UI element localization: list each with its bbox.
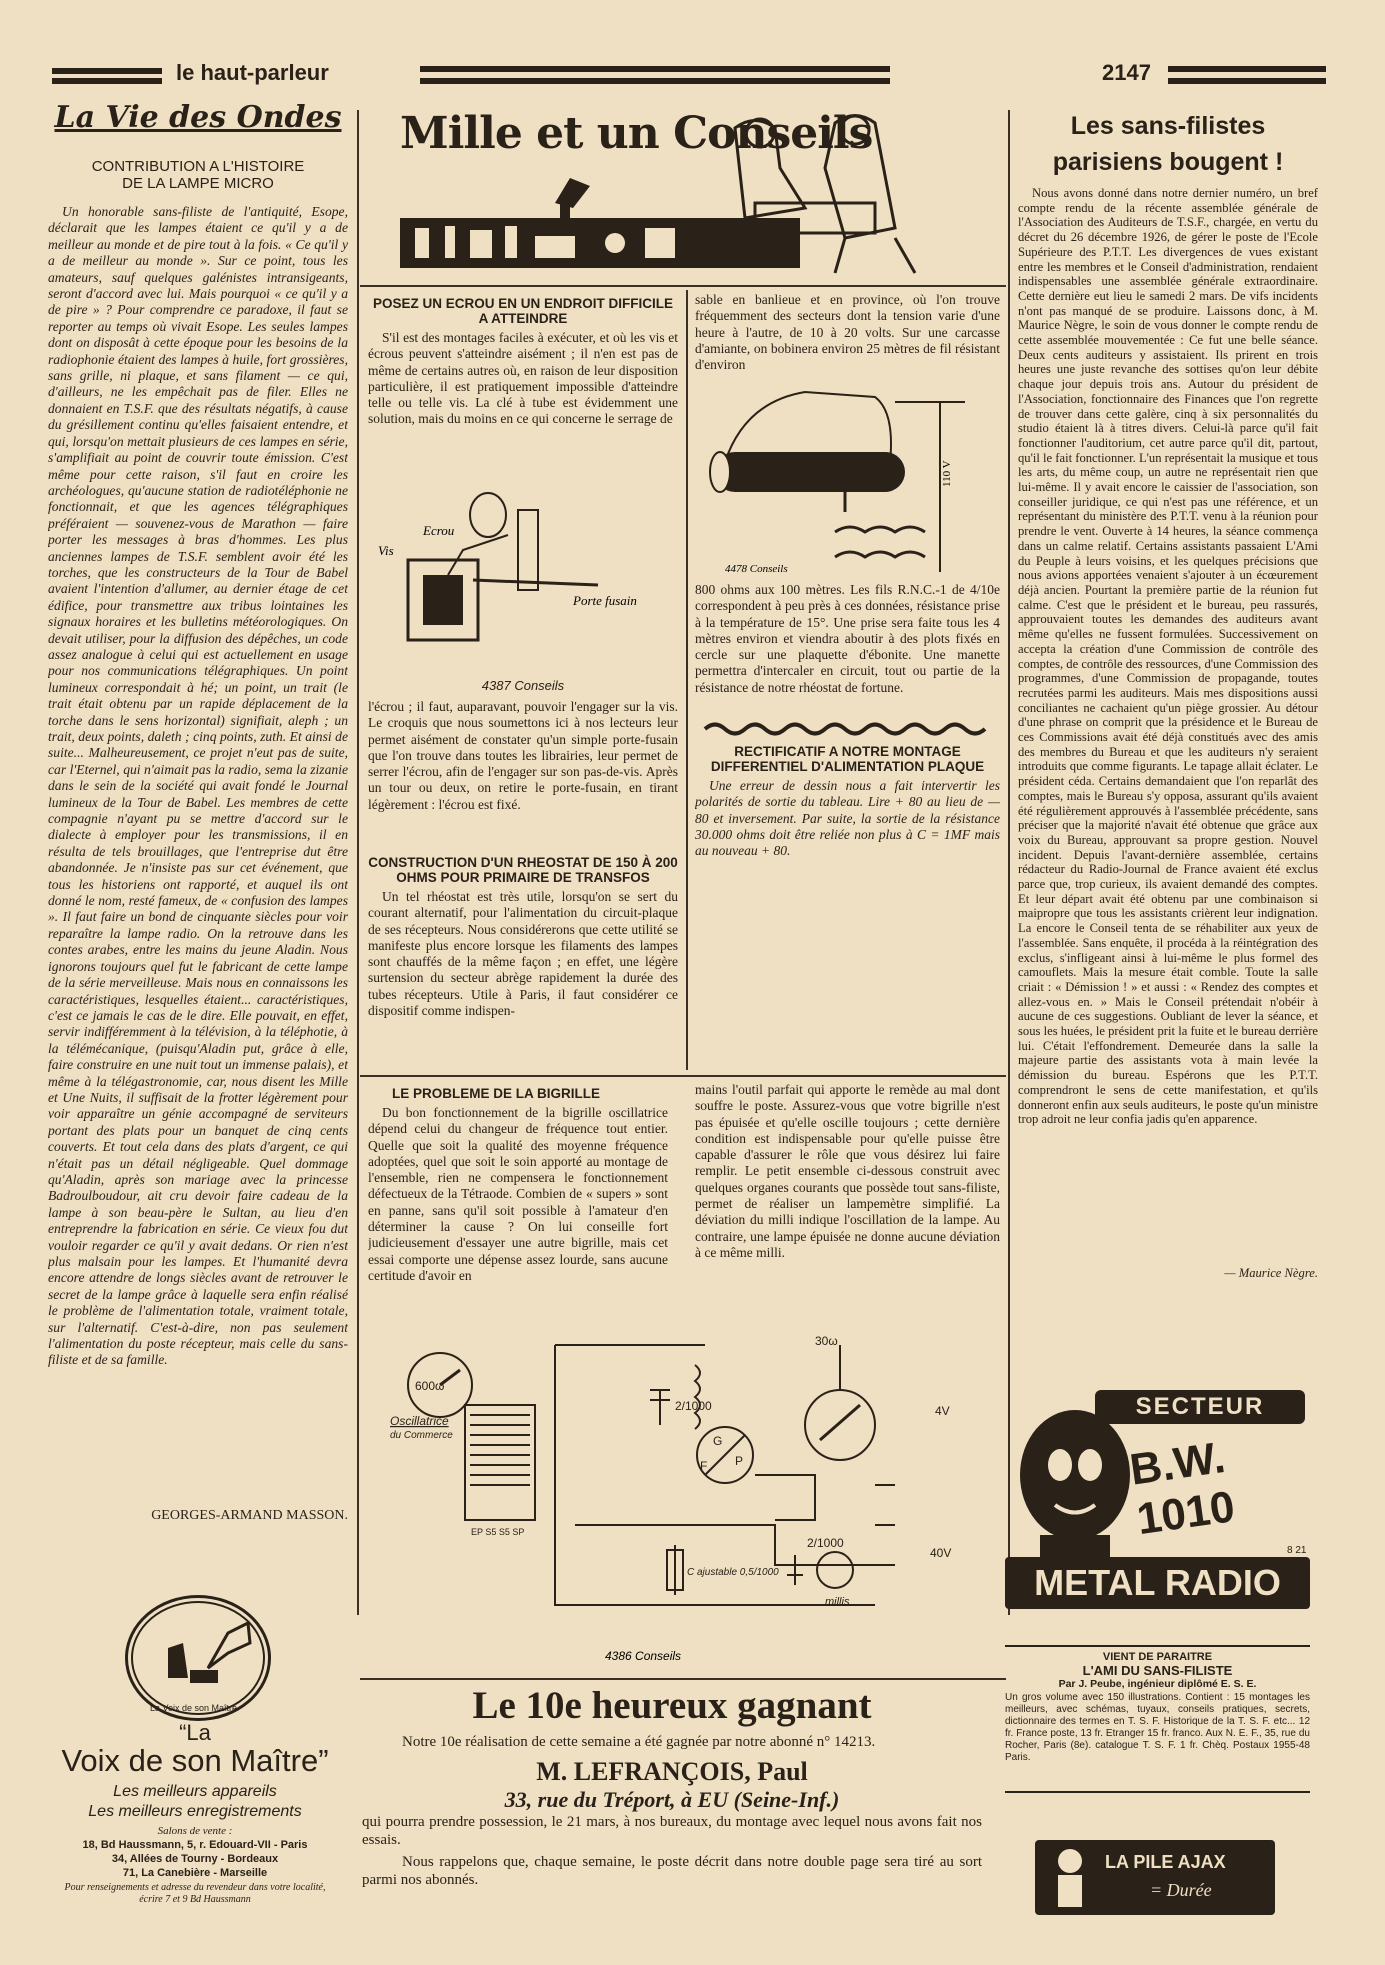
battery-figure-icon — [1040, 1843, 1100, 1913]
mid-center-rule — [360, 1075, 1006, 1077]
ad-bw-1010 — [1005, 1385, 1315, 1640]
section-logo: La Vie des Ondes — [54, 100, 342, 135]
column-3-headline: Les sans-filistes parisiens bougent ! — [1052, 112, 1284, 176]
article-3-body-b: mains l'outil parfait qui apporte le remède au mal dont souffre le poste. Assurez-vous que votre bigrille n'est pas épuisée et qu'elle oscille toujours ; cette dernière condition est indispensable pour qu'elle puisse être capable d'assurer le rôle que vous désirez lui faire remplir. Le petit ensemble ci-dessous construit avec quelques organes courants que possède tout sans-filiste, permet de réaliser un lampemètre simplifié. La déviation du milli indique l'oscillation de la lampe. Au contraire, une lampe épuisée ne donne aucune déviation à ce même milli. — [695, 1082, 1000, 1260]
bigrille-left — [368, 1080, 668, 1330]
center-left-column — [368, 290, 678, 1070]
center-right-column — [695, 292, 1000, 1072]
fig3-label-g: G — [713, 1434, 723, 1448]
logo-caption: La Voix de son Maître — [150, 1703, 238, 1713]
page-number: 2147 — [1102, 60, 1151, 85]
secteur-label: SECTEUR — [1135, 1393, 1265, 1420]
banner-title: Mille et un Conseils — [400, 108, 873, 159]
column-1 — [48, 100, 348, 1570]
header-rule-left2 — [52, 78, 162, 84]
column-rule-1 — [357, 110, 359, 1615]
article-1-title: POSEZ UN ECROU EN UN ENDROIT DIFFICILE A ATTEINDRE — [372, 296, 673, 326]
fig3-label-commerce: du Commerce — [390, 1430, 453, 1441]
article-signature: GEORGES-ARMAND MASSON. — [151, 1508, 348, 1523]
tagline-2: Les meilleurs enregistrements — [88, 1803, 302, 1820]
article-2-body-b: sable en banlieue et en province, où l'on trouve fréquemment des secteurs dont la tension varie d'une heure à l'autre, de 10 à 20 volts. Sur une carcasse d'amiante, on bobinera environ 25 mètres de fil résistant d'environ — [695, 292, 1000, 372]
winner-top-rule — [360, 1678, 1006, 1680]
fig1-label-porte: Porte fusain — [573, 593, 637, 608]
header-rule-left — [52, 68, 162, 74]
banner-mille-et-un-conseils — [395, 108, 985, 278]
fig3-label-40v: 40V — [930, 1546, 952, 1560]
winner-text: qui pourra prendre possession, le 21 mars, à nos bureaux, du montage avec lequel nous avons fait nos essais. — [362, 1814, 982, 1848]
tagline-1: Les meilleurs appareils — [113, 1783, 277, 1800]
column-3-body: Nous avons donné dans notre dernier numéro, un bref compte rendu de la récente assemblée générale de l'Association des Auditeurs de T.S.F., chargée, en vertu du décret du 26 décembre 1926, de gérer le poste de l'Ecole Supérieure des P.T.T. Les divergences de vues existant entre les membres et le Conseil d'administration, rendaient indispensables une assemblée générale extraordinaire. Cette dernière eut lieu le samedi 2 mars. De vifs incidents n'ont pas manqué de se produire. Laissons donc, à M. Maurice Nègre, le soin de vous donner le compte rendu de cette assemblée mouvementée : Ce fut une belle séance. Deux cents auditeurs y assistaient. Ils prirent en trois heures une juste revanche des sottises qu'on leur débite chaque jour depuis trois ans. Autour du président de l'Association, fonctionnaire des Finances que l'on regrette de trouver dans cette galère, cinq à six personnalités du studio étaient là à titres divers. Celui-là parce qu'il fait fonctionner l'auditorium, cet autre parce qu'il dit, partout, qu'il le fait fonctionner. L'un représentait la musique et tous les arts, du même coup, un autre ne représentait rien que lui-même. Il y avait encore le caissier de l'association, son conseiller juridique, ce qui n'est pas une référence, et un représentant du ministère des P.T.T. venu à la réunion pour prendre le vent. Ouverte à 14 heures, la séance commença dans un calme relatif. Certains assistants passaient L'Ami du Peuple à leurs voisins, et les quelques précisions que nous avions apportées venaient s'ajouter à un écœurement déjà ancien. Pourtant la première partie de la réunion fut calme. C'est que le président et le bureau, peu rassurés, approuvaient toutes les demandes des auditeurs avant même qu'elles ne fussent formulées. Successivement on accepta la création d'une Commission de contrôle des comptes, de contrôle des ressources, d'une Commission des programmes, d'une Commission de propagande, toutes recrutées parmi les auditeurs. Mais mes dispositions aussi conciliantes ne cachaient qu'un piège grossier. Au détour d'une phrase on comprit que la présidence et le Bureau de ces Commissions avait été déjà constitués avec des amis des membres du Bureau et que les auditeurs n'y seraient introduits que comme figurants. Le tapage allait éclater. Le président céda. Certains demandaient que l'on reparlât des comptes, mais le Bureau s'y opposa, assurant qu'ils avaient été régulièrement approuvés à l'assemblée précédente, sans préciser que la majorité n'avait été obtenue que grâce aux voix du Bureau, approuvant sa propre gestion. Nouvel incident. Depuis l'avant-dernière assemblée, certains rédacteur du Radio-Journal de France avaient été exclus parce que, trop curieux, ils avaient demandé des comptes. Et leur départ avait été obtenu par une combinaison si maipropre que tous les assistants crièrent leur indignation. La encore le Conseil tenta de se réhabiliter aux yeux de l'assemblée. Sans enquête, il procéda à la réintégration des exclus, s'infligeant ainsi à lui-même le plus formel des camouflets. Mais la mesure était comble. Toute la salle criait : « Démission ! » et aussi : « Rendez des comptes et allez-vous en. » Mais le Conseil prétendait n'obéir à aucune de ces suggestions. Oubliant de lever la séance, et sous les huées, le président prit la fuite et le bureau derrière lui. C'était l'effondrement. Demeurée dans la salle la majeure partie des assistants vota à main levée la démission du bureau. Espérons que les P.T.T. comprendront le sens de cette manifestation, et qu'ils donneront enfin aux seuls auditeurs, le poste qu'un ministre trop adroit ne leur confia jadis qu'en apparence. — [1018, 186, 1318, 1127]
fig2-volt-label: 110 V — [941, 460, 953, 487]
header-rule-right2 — [1168, 78, 1326, 84]
brand-name: Voix de son Maître” — [61, 1743, 329, 1778]
fig3-label-c-ajustable: C ajustable 0,5/1000 — [687, 1567, 779, 1578]
article-2-body-c: 800 ohms aux 100 mètres. Les fils R.N.C.-1 de 4/10e correspondent à peu près à ces données, résistance prise à la température de 15°. Une prise sera faite tous les 4 mètres environ et viendra aboutir à des plots fixés en cercle sur une plaquette d'ébonite. Une manette permettra d'intercaler en circuit, tout ou partie de la résistance de notre rhéostat de fortune. — [695, 582, 1000, 695]
article-headline-2: DE LA LAMPE MICRO — [122, 175, 274, 192]
book-title: L'AMI DU SANS-FILISTE — [1082, 1663, 1233, 1678]
figure-1-caption: 4387 Conseils — [481, 678, 565, 693]
ad-info: Pour renseignements et adresse du revendeur dans votre localité, écrire 7 et 9 Bd Haussmann — [64, 1882, 326, 1905]
ajax-tag: = Durée — [1150, 1880, 1212, 1900]
winner-name: M. LEFRANÇOIS, Paul — [536, 1757, 808, 1786]
ajax-brand: LA PILE AJAX — [1105, 1852, 1226, 1872]
rectificatif-body: Une erreur de dessin nous a fait intervertir les polarités de sortie du tableau. Lire + 80 au lieu de — 80 et inversement. Par suite, la sortie de la résistance 30.000 ohms doit être reliée non plus à C = 1MF mais au nouveau + 80. — [695, 778, 1000, 859]
bigrille-right — [695, 1082, 1000, 1332]
address-1: 18, Bd Haussmann, 5, r. Edouard-VII - Paris — [82, 1839, 308, 1851]
book-text: Un gros volume avec 150 illustrations. Contient : 15 montages les meilleurs, avec schémas, tuyaux, conseils pratiques, secrets, dictionnaire des termes en T. S. F. Historique de la T. S. F. etc... 12 fr. France poste, 13 fr. Etranger 15 fr. franco. Aux N. E. F., 35, rue du Rocher, Paris (8e). catalogue T. S. F. 1 fr. Chèq. Postaux 1955-48 Paris. — [1005, 1692, 1310, 1763]
header-rule-mid — [420, 66, 890, 72]
metal-radio-label: METAL RADIO — [1034, 1562, 1281, 1603]
fig3-label-cap2: 2/1000 — [807, 1536, 844, 1550]
fig3-label-30: 30ω — [815, 1334, 838, 1348]
ornament-wave-divider — [695, 720, 995, 738]
salons-label: Salons de vente : — [157, 1825, 233, 1837]
fig3-label-cap1: 2/1000 — [675, 1399, 712, 1413]
address-3: 71, La Canebière - Marseille — [122, 1867, 268, 1879]
radio-tube-mascot-icon — [1010, 1405, 1140, 1565]
banner-bottom-rule — [360, 285, 1006, 287]
winner-intro: Notre 10e réalisation de cette semaine a été gagnée par notre abonné n° 14213. — [402, 1734, 876, 1750]
book-author: Par J. Peube, ingénieur diplômé E. S. E. — [1058, 1678, 1257, 1690]
fig1-label-ecrou: Ecrou — [423, 523, 455, 538]
fig3-label-pins: EP S5 S5 SP — [471, 1527, 525, 1537]
article-2-title: CONSTRUCTION D'UN RHEOSTAT DE 150 À 200 OHMS POUR PRIMAIRE DE TRANSFOS — [368, 855, 678, 885]
figure-4386-lamp-tester-schematic — [375, 1325, 995, 1665]
dog-gramophone-icon — [128, 1598, 268, 1718]
header-rule-mid2 — [420, 78, 890, 84]
ad-voix-de-son-maitre — [45, 1585, 345, 1915]
article-3-title: LE PROBLEME DE LA BIGRILLE — [392, 1086, 601, 1101]
winner-text-2: Nous rappelons que, chaque semaine, le poste décrit dans notre double page sera tiré au sort parmi nos abonnés. — [362, 1854, 982, 1888]
model-name: B.W. 1010 — [1126, 1432, 1238, 1545]
ad-pile-ajax — [1035, 1840, 1275, 1915]
article-1-body-a: S'il est des montages faciles à exécuter, et où les vis et écrous peuvent s'atteindre aisément ; il n'en est pas de même de certains autres où, en raison de leur disposition particulière, il est pratiquement impossible d'atteindre telle ou telle vis. La clé à tube est évidemment une solution, mais du moins en ce qui concerne le serrage de — [368, 330, 678, 427]
winner-address: 33, rue du Tréport, à EU (Seine-Inf.) — [504, 1787, 840, 1812]
article-1-body-b: l'écrou ; il faut, auparavant, pouvoir l'engager sur la vis. Le croquis que nous soumettons ici à nos lecteurs leur permet aisément de constater qu'un simple porte-fusain que l'on trouve dans toutes les librairies, leur permet de serrer l'écrou, afin de l'engager sur son pas-de-vis. Après un tour ou deux, on retire le porte-fusain, en tirant légèrement : l'écrou est fixé. — [368, 699, 678, 812]
article-body: Un honorable sans-filiste de l'antiquité, Esope, déclarait que les lampes étaient ce qu'il y a de meilleur au monde et de pire tout à la fois. « Ce qu'il y a de meilleur au monde ». Sur ce point, tous les amateurs, sauf quelques galénistes intransigeants, seront d'accord avec lui. Mais pourquoi « ce qu'il y a de pire » ? Pour comprendre ce paradoxe, il faut se reporter au temps où vivait Esope. Les seules lampes dont on disposât à cette époque pour les besoins de la radiophonie étaient des lampes à huile, fort grossières, sans grille, ni plaque, et sans filament — ce qui, d'ailleurs, ne les empêchait pas de filer. Elles ne donnaient en T.S.F. que des résultats négatifs, à cause du grésillement continu qu'elles faisaient entendre, et qui, lorsqu'on mettait plusieurs de ces lampes en série, s'amplifiait au point de couvrir toute émission. C'est même pour cette raison, s'il faut en croire les archéologues, qu'aucune station de radiotéléphonie ne fonctionnait, et que les agences télégraphiques préféraient — souvenez-vous de Marathon — faire porter les messages à bras d'hommes. Les plus anciennes lampes de T.S.F. semblent avoir été les torches, que les constructeurs de la Tour de Babel avaient l'intention d'allumer, au dernier étage de cet édifice, pour transmettre aux tribus lointaines les signaux horaires et les bulletins météorologiques. On devait utiliser, pour la diffusion des dépêches, un code assez analogue à celui qui est actuellement en usage pour nos communications télégraphiques. Un point lumineux correspondait à hé; un point, un trait (le trait était obtenu par un rapide déplacement de la torche dans le sens horizontal) signifiait, aleph ; un trait, deux points, daleth ; cinq points, zuth. Et ainsi de suite... Malheureusement, ce projet n'eut pas de suite, car l'Eternel, qui n'aimait pas la radio, sema la zizanie dans le sein de la société qui avait fondé le Journal lumineux de la Tour de Babel. Les membres de cette compagnie n'ayant pu se mettre d'accord sur le dialecte à employer pour les transmissions, il en résulta de tels brouillages, que l'entreprise dut être abandonnée. Je n'insiste pas sur cet événement, que tous les historiens ont rapporté, et auquel ils ont donné le nom, resté fameux, de « confusion des lampes ». Il faut faire un bond de cinquante siècles pour voir reparaître la lampe radio. On la retrouve dans les contes arabes, entre les mains du jeune Aladin. Nous ignorons toujours quel fut le fabricant de cette lampe de la série merveilleuse. Mais nous en connaissons les caractéristiques, lesquelles étaient... caractéristiques, c'est ce jamais le cas de le dire. Elle pouvait, en effet, servir indifféremment à la télévision, à la téléphotie, à la télémécanique, (puisqu'Aladin put, grâce à elle, faire construire en une nuit tout un immense palais), et même à la télégastronomie, car, nous disent les Mille et Une Nuits, il suffisait de la frotter légèrement pour voir apparaître un génie accompagné de serviteurs portant des plats pour un banquet de cinq cents couverts. Et tout cela dans des plats d'argent, ce qui n'était pas un détail négligeable. Quel dommage qu'Aladin, après son mariage avec la princesse Badroulboudour, ait cru devoir faire cadeau de la lampe à son beau-père le Sultan, au lieu d'en entreprendre la fabrication en série. Ce vieux fou dut vouloir regarder ce qu'il y avait dedans. Or rien n'est plus malsain pour les lampes. Et l'humanité devra encore attendre de longs siècles avant de retrouver le secret de la lampe grâce à laquelle sera enfin réalisé le problème de l'alimentation totale, vraiment totale, sur l'alternatif. C'est-à-dire, non pas seulement l'alimentation du poste récepteur, mais celle du sans-filiste et de sa famille. — [48, 204, 348, 1368]
ad-book-ami-du-sans-filiste — [1005, 1645, 1310, 1793]
address-2: 34, Allées de Tourny - Bordeaux — [111, 1853, 279, 1865]
figure-4387-nut-holder — [368, 480, 668, 680]
fig3-label-600: 600ω — [415, 1379, 445, 1393]
header-title: le haut-parleur — [176, 60, 329, 85]
fig3-label-4v: 4V — [935, 1404, 950, 1418]
winner-announcement — [362, 1683, 982, 1933]
brand-la: “La — [179, 1720, 211, 1745]
metal-radio-banner — [1005, 1557, 1310, 1609]
fig3-label-p: P — [735, 1454, 744, 1468]
rectificatif-title: RECTIFICATIF A NOTRE MONTAGE DIFFERENTIEL D'ALIMENTATION PLAQUE — [710, 744, 985, 774]
column-3 — [1018, 108, 1318, 1393]
workbench-illustration — [395, 108, 985, 278]
book-vient: VIENT DE PARAITRE — [1102, 1651, 1213, 1663]
fig3-caption: 4386 Conseils — [605, 1649, 682, 1663]
column-rule-center — [686, 290, 688, 1070]
fig3-label-millis: millis — [825, 1596, 850, 1608]
fig1-label-vis: Vis — [378, 543, 394, 558]
article-3-body: Du bon fonctionnement de la bigrille oscillatrice dépend celui du changeur de fréquence tout entier. Quelle que soit la qualité des moyenne fréquence adoptées, quel que soit le soin apporté au montage de l'ensemble, rien ne compensera le fonctionnement défectueux de la Tétraode. Combien de « supers » sont en panne, sans qu'il soit possible à l'amateur d'en déterminer la cause ? On lui conseille fort judicieusement d'essayer une autre bigrille, mais cet essai comporte une dépense assez lourde, sans aucune certitude d'avoir en — [368, 1105, 668, 1283]
fig3-label-f: F — [700, 1459, 708, 1473]
column-3-signature: — Maurice Nègre. — [1224, 1266, 1318, 1280]
fig2-caption: 4478 Conseils — [725, 563, 788, 575]
ad-code: 8 21 — [1287, 1545, 1307, 1556]
article-2-body: Un tel rhéostat est très utile, lorsqu'on se sert du courant alternatif, pour l'alimentation du circuit-plaque de ses récepteurs. Nous considérerons que cette utilité se manifeste plus encore lorsque les filaments des lampes sont chauffés de la même façon ; en effet, une légère surtension du secteur abrège rapidement la durée des tubes récepteurs. Utile à Paris, il faut considérer ce dispositif comme indispen- — [368, 889, 678, 1019]
header-rule-right — [1168, 66, 1326, 72]
winner-title: Le 10e heureux gagnant — [472, 1684, 872, 1727]
figure-4478-rheostat — [695, 372, 995, 582]
article-headline-1: CONTRIBUTION A L'HISTOIRE — [91, 158, 305, 175]
fig3-label-oscillatrice: Oscillatrice — [390, 1414, 449, 1428]
